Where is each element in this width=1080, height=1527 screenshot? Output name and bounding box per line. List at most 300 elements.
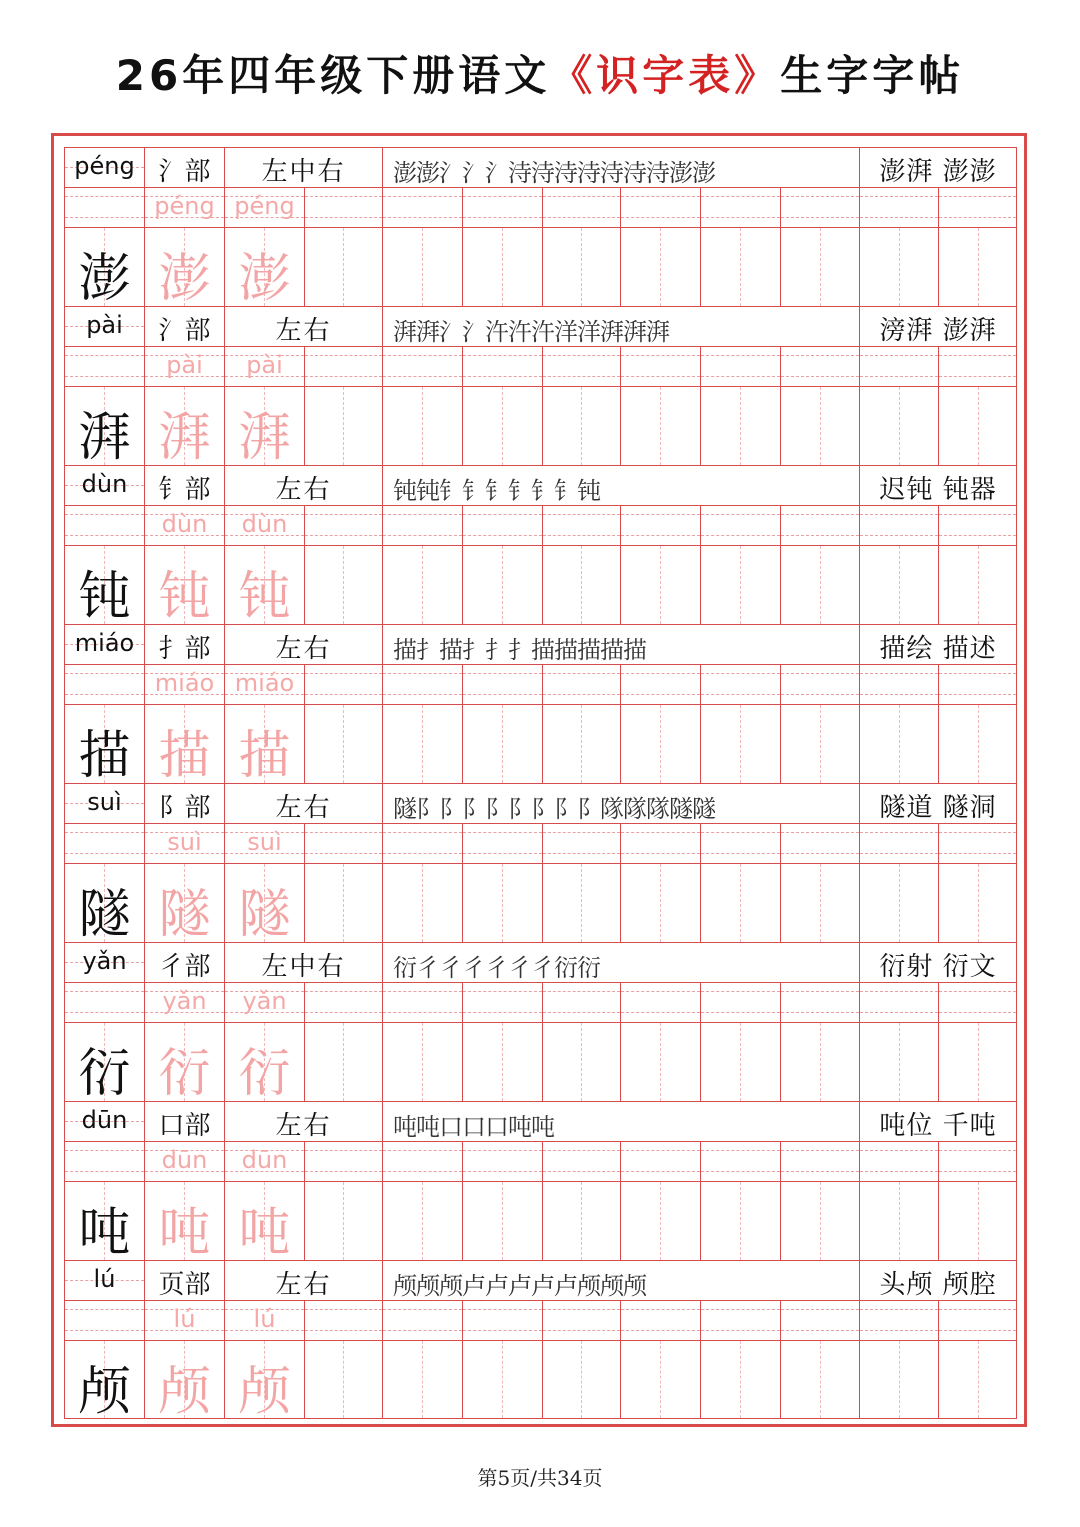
practice-cell <box>780 863 859 942</box>
trace-char-cell <box>144 386 224 468</box>
practice-cell <box>620 545 700 624</box>
structure-text: 左右 <box>275 1270 332 1300</box>
model-char-cell <box>64 227 144 309</box>
words-cell <box>859 306 1017 346</box>
pinyin-trace-text: dūn <box>241 1146 288 1174</box>
practice-cell <box>462 1340 542 1419</box>
stroke-order-text: 隧阝阝阝阝阝阝阝阝隊隊隊隧隧 <box>393 795 715 823</box>
pinyin-practice-cell <box>859 1300 938 1340</box>
practice-cell <box>462 704 542 783</box>
practice-cell <box>700 704 780 783</box>
model-char: 钝 <box>78 567 131 627</box>
pinyin-trace-text: lú <box>253 1305 276 1333</box>
trace-char-cell <box>224 1340 304 1422</box>
practice-cell <box>620 1022 700 1101</box>
practice-cell <box>462 386 542 465</box>
trace-char: 澎 <box>158 249 211 309</box>
words-cell <box>859 147 1017 187</box>
pinyin-trace-cell <box>144 1300 224 1340</box>
pinyin-practice-cell <box>700 187 780 227</box>
practice-cell <box>780 227 859 306</box>
pinyin-practice-cell <box>64 1141 144 1181</box>
radical-cell <box>144 783 224 823</box>
pinyin-trace-text: miáo <box>154 669 215 697</box>
pinyin-practice-cell <box>462 505 542 545</box>
practice-cell <box>304 1181 382 1260</box>
radical-cell <box>144 147 224 187</box>
radical-text: 钅部 <box>158 475 211 505</box>
trace-char-cell <box>144 1022 224 1104</box>
stroke-order-cell <box>382 1260 859 1300</box>
practice-cell <box>542 386 620 465</box>
pinyin-text: dūn <box>81 1106 128 1134</box>
structure-cell <box>224 942 382 982</box>
stroke-order-cell <box>382 783 859 823</box>
pinyin-practice-cell <box>938 823 1017 863</box>
char-row <box>64 147 1017 309</box>
pinyin-text: lú <box>93 1265 116 1293</box>
pinyin-trace-cell <box>224 1141 304 1181</box>
model-char-cell <box>64 1340 144 1422</box>
radical-cell <box>144 624 224 664</box>
trace-char-cell <box>144 227 224 309</box>
pinyin-trace-cell <box>144 187 224 227</box>
pinyin-trace-text: pài <box>166 351 203 379</box>
pinyin-text: yǎn <box>82 947 127 975</box>
pinyin-practice-cell <box>64 346 144 386</box>
model-char-cell <box>64 1022 144 1104</box>
pinyin-practice-cell <box>382 982 462 1022</box>
practice-cell <box>620 1181 700 1260</box>
model-char-cell <box>64 704 144 786</box>
practice-cell <box>700 386 780 465</box>
pinyin-practice-cell <box>780 664 859 704</box>
trace-char: 隧 <box>238 885 291 945</box>
pinyin-trace-cell <box>144 1141 224 1181</box>
pinyin-practice-cell <box>462 823 542 863</box>
pinyin-practice-cell <box>780 346 859 386</box>
practice-cell <box>859 704 938 783</box>
structure-cell <box>224 1260 382 1300</box>
practice-cell <box>780 704 859 783</box>
practice-cell <box>938 1340 1017 1419</box>
structure-text: 左右 <box>275 1111 332 1141</box>
model-char: 吨 <box>78 1203 131 1263</box>
practice-cell <box>859 1022 938 1101</box>
pinyin-practice-cell <box>620 346 700 386</box>
pinyin-practice-cell <box>542 1141 620 1181</box>
radical-text: 氵部 <box>158 316 211 346</box>
stroke-order-cell <box>382 1101 859 1141</box>
radical-text: 氵部 <box>158 157 211 187</box>
pinyin-practice-cell <box>938 346 1017 386</box>
words-cell <box>859 942 1017 982</box>
trace-char: 颅 <box>158 1362 211 1422</box>
practice-cell <box>542 227 620 306</box>
model-char: 隧 <box>78 885 131 945</box>
pinyin-practice-cell <box>938 982 1017 1022</box>
practice-cell <box>382 704 462 783</box>
trace-char-cell <box>224 1022 304 1104</box>
pinyin-practice-cell <box>542 982 620 1022</box>
page-number: 第5页/共34页 <box>477 1466 603 1490</box>
pinyin-practice-cell <box>542 1300 620 1340</box>
radical-text: 扌部 <box>158 634 211 664</box>
practice-cell <box>620 704 700 783</box>
title-suffix: 生字字帖 <box>780 51 965 100</box>
stroke-order-text: 湃湃氵氵汻汻汻洋洋湃湃湃 <box>393 318 669 346</box>
practice-cell <box>700 1181 780 1260</box>
practice-cell <box>462 1022 542 1101</box>
practice-cell <box>304 704 382 783</box>
pinyin-text: péng <box>74 152 135 180</box>
pinyin-practice-cell <box>542 664 620 704</box>
char-row <box>64 306 1017 468</box>
practice-cell <box>382 1340 462 1419</box>
practice-cell <box>382 386 462 465</box>
pinyin-practice-cell <box>382 823 462 863</box>
stroke-order-cell <box>382 147 859 187</box>
pinyin-practice-cell <box>700 1300 780 1340</box>
structure-cell <box>224 1101 382 1141</box>
pinyin-practice-cell <box>304 505 382 545</box>
pinyin-trace-text: dūn <box>161 1146 208 1174</box>
stroke-order-cell <box>382 306 859 346</box>
trace-char-cell <box>224 704 304 786</box>
pinyin-practice-cell <box>780 505 859 545</box>
pinyin-practice-cell <box>304 187 382 227</box>
pinyin-cell <box>64 783 144 823</box>
practice-cell <box>700 863 780 942</box>
pinyin-practice-cell <box>938 187 1017 227</box>
practice-cell <box>382 227 462 306</box>
model-char: 衍 <box>78 1044 131 1104</box>
model-char: 湃 <box>78 408 131 468</box>
trace-char: 衍 <box>158 1044 211 1104</box>
practice-cell <box>938 704 1017 783</box>
pinyin-practice-cell <box>382 187 462 227</box>
practice-cell <box>542 1340 620 1419</box>
practice-cell <box>620 1340 700 1419</box>
pinyin-practice-cell <box>304 982 382 1022</box>
practice-cell <box>542 704 620 783</box>
model-char-cell <box>64 1181 144 1263</box>
pinyin-practice-cell <box>620 982 700 1022</box>
pinyin-trace-cell <box>224 823 304 863</box>
structure-cell <box>224 306 382 346</box>
pinyin-practice-cell <box>304 1141 382 1181</box>
trace-char-cell <box>144 863 224 945</box>
trace-char-cell <box>224 545 304 627</box>
pinyin-text: dùn <box>81 470 128 498</box>
pinyin-practice-cell <box>542 187 620 227</box>
words-cell <box>859 465 1017 505</box>
practice-cell <box>382 1181 462 1260</box>
title-highlight: 《识字表》 <box>550 51 781 100</box>
pinyin-practice-cell <box>64 1300 144 1340</box>
model-char: 颅 <box>78 1362 131 1422</box>
pinyin-practice-cell <box>542 346 620 386</box>
words-text: 吨位 千吨 <box>879 1111 997 1141</box>
pinyin-practice-cell <box>382 664 462 704</box>
practice-cell <box>938 386 1017 465</box>
practice-cell <box>620 386 700 465</box>
practice-cell <box>462 1181 542 1260</box>
model-char-cell <box>64 545 144 627</box>
pinyin-practice-cell <box>64 823 144 863</box>
pinyin-cell <box>64 624 144 664</box>
pinyin-practice-cell <box>620 664 700 704</box>
pinyin-trace-cell <box>224 664 304 704</box>
words-text: 头颅 颅腔 <box>879 1270 997 1300</box>
trace-char: 澎 <box>238 249 291 309</box>
trace-char-cell <box>144 1181 224 1263</box>
practice-cell <box>542 1022 620 1101</box>
pinyin-practice-cell <box>542 505 620 545</box>
page-title <box>0 44 1080 108</box>
trace-char: 描 <box>238 726 291 786</box>
pinyin-trace-text: yǎn <box>242 987 287 1015</box>
trace-char: 钝 <box>238 567 291 627</box>
pinyin-practice-cell <box>859 823 938 863</box>
trace-char: 隧 <box>158 885 211 945</box>
trace-char-cell <box>144 545 224 627</box>
pinyin-text: pài <box>86 311 123 339</box>
radical-cell <box>144 942 224 982</box>
radical-text: 彳部 <box>158 952 211 982</box>
practice-cell <box>700 545 780 624</box>
pinyin-trace-cell <box>224 982 304 1022</box>
structure-cell <box>224 147 382 187</box>
stroke-order-cell <box>382 624 859 664</box>
trace-char: 湃 <box>238 408 291 468</box>
trace-char: 钝 <box>158 567 211 627</box>
pinyin-practice-cell <box>382 1300 462 1340</box>
practice-cell <box>859 386 938 465</box>
practice-cell <box>462 227 542 306</box>
pinyin-practice-cell <box>462 982 542 1022</box>
practice-cell <box>780 1022 859 1101</box>
pinyin-practice-cell <box>780 1300 859 1340</box>
pinyin-trace-text: yǎn <box>162 987 207 1015</box>
pinyin-trace-text: suì <box>167 828 202 856</box>
practice-cell <box>780 1181 859 1260</box>
pinyin-practice-cell <box>780 982 859 1022</box>
pinyin-practice-cell <box>859 346 938 386</box>
practice-cell <box>780 545 859 624</box>
pinyin-trace-text: dùn <box>241 510 288 538</box>
structure-text: 左右 <box>275 475 332 505</box>
practice-cell <box>859 545 938 624</box>
pinyin-practice-cell <box>462 1300 542 1340</box>
pinyin-practice-cell <box>859 982 938 1022</box>
pinyin-practice-cell <box>64 505 144 545</box>
model-char-cell <box>64 386 144 468</box>
radical-text: 阝部 <box>158 793 211 823</box>
practice-cell <box>859 1181 938 1260</box>
practice-cell <box>304 227 382 306</box>
structure-cell <box>224 465 382 505</box>
pinyin-practice-cell <box>859 187 938 227</box>
pinyin-trace-cell <box>224 187 304 227</box>
radical-cell <box>144 306 224 346</box>
words-text: 衍射 衍文 <box>879 952 997 982</box>
stroke-order-text: 衍彳彳彳彳彳彳衍衍 <box>393 954 600 982</box>
model-char: 描 <box>78 726 131 786</box>
pinyin-practice-cell <box>700 982 780 1022</box>
practice-cell <box>304 386 382 465</box>
practice-cell <box>542 545 620 624</box>
practice-cell <box>382 545 462 624</box>
pinyin-practice-cell <box>462 1141 542 1181</box>
practice-cell <box>859 1340 938 1419</box>
pinyin-practice-cell <box>304 823 382 863</box>
stroke-order-text: 描扌描扌扌扌描描描描描 <box>393 636 646 664</box>
pinyin-practice-cell <box>859 664 938 704</box>
char-row <box>64 942 1017 1104</box>
trace-char-cell <box>144 704 224 786</box>
pinyin-text: suì <box>87 788 122 816</box>
words-text: 描绘 描述 <box>879 634 997 664</box>
pinyin-practice-cell <box>64 664 144 704</box>
structure-text: 左右 <box>275 793 332 823</box>
pinyin-cell <box>64 147 144 187</box>
pinyin-trace-cell <box>144 823 224 863</box>
words-cell <box>859 1260 1017 1300</box>
pinyin-practice-cell <box>938 664 1017 704</box>
practice-cell <box>938 863 1017 942</box>
trace-char-cell <box>144 1340 224 1422</box>
pinyin-trace-cell <box>224 1300 304 1340</box>
trace-char: 湃 <box>158 408 211 468</box>
practice-cell <box>304 545 382 624</box>
pinyin-trace-text: lú <box>173 1305 196 1333</box>
pinyin-cell <box>64 306 144 346</box>
structure-text: 左中右 <box>261 157 346 187</box>
practice-cell <box>938 1022 1017 1101</box>
radical-text: 口部 <box>158 1111 211 1141</box>
structure-text: 左右 <box>275 316 332 346</box>
trace-char-cell <box>224 227 304 309</box>
practice-cell <box>938 1181 1017 1260</box>
trace-char-cell <box>224 1181 304 1263</box>
practice-cell <box>780 1340 859 1419</box>
pinyin-practice-cell <box>938 1300 1017 1340</box>
structure-cell <box>224 783 382 823</box>
practice-cell <box>304 863 382 942</box>
practice-cell <box>304 1022 382 1101</box>
pinyin-trace-text: pài <box>246 351 283 379</box>
stroke-order-text: 钝钝钅钅钅钅钅钅钝 <box>393 477 600 505</box>
trace-char: 吨 <box>238 1203 291 1263</box>
stroke-order-text: 颅颅颅卢卢卢卢卢颅颅颅 <box>393 1272 646 1300</box>
pinyin-practice-cell <box>620 1141 700 1181</box>
practice-cell <box>938 545 1017 624</box>
trace-char-cell <box>224 863 304 945</box>
radical-cell <box>144 465 224 505</box>
radical-cell <box>144 1260 224 1300</box>
pinyin-practice-cell <box>620 187 700 227</box>
pinyin-practice-cell <box>304 1300 382 1340</box>
practice-cell <box>542 863 620 942</box>
pinyin-practice-cell <box>620 1300 700 1340</box>
words-text: 迟钝 钝器 <box>879 475 997 505</box>
words-text: 澎湃 澎澎 <box>879 157 997 187</box>
pinyin-practice-cell <box>938 505 1017 545</box>
practice-cell <box>780 386 859 465</box>
practice-cell <box>382 863 462 942</box>
structure-text: 左中右 <box>261 952 346 982</box>
pinyin-practice-cell <box>462 346 542 386</box>
model-char-cell <box>64 863 144 945</box>
radical-cell <box>144 1101 224 1141</box>
model-char: 澎 <box>78 249 131 309</box>
pinyin-practice-cell <box>304 346 382 386</box>
char-row <box>64 1260 1017 1422</box>
pinyin-practice-cell <box>938 1141 1017 1181</box>
pinyin-practice-cell <box>304 664 382 704</box>
pinyin-text: miáo <box>74 629 135 657</box>
practice-cell <box>700 1340 780 1419</box>
words-cell <box>859 783 1017 823</box>
pinyin-trace-text: péng <box>234 192 295 220</box>
pinyin-cell <box>64 942 144 982</box>
pinyin-practice-cell <box>382 1141 462 1181</box>
stroke-order-text: 澎澎氵氵氵洔洔洔洔洔洔洔澎澎 <box>393 159 715 187</box>
pinyin-practice-cell <box>700 664 780 704</box>
pinyin-practice-cell <box>462 187 542 227</box>
pinyin-trace-text: miáo <box>234 669 295 697</box>
words-cell <box>859 1101 1017 1141</box>
pinyin-trace-text: suì <box>247 828 282 856</box>
pinyin-practice-cell <box>859 505 938 545</box>
trace-char: 吨 <box>158 1203 211 1263</box>
practice-cell <box>620 227 700 306</box>
stroke-order-text: 吨吨口口口吨吨 <box>393 1113 554 1141</box>
practice-cell <box>938 227 1017 306</box>
words-text: 隧道 隧洞 <box>879 793 997 823</box>
pinyin-practice-cell <box>542 823 620 863</box>
pinyin-practice-cell <box>64 187 144 227</box>
pinyin-trace-cell <box>224 505 304 545</box>
pinyin-practice-cell <box>700 823 780 863</box>
pinyin-trace-cell <box>144 982 224 1022</box>
practice-cell <box>859 863 938 942</box>
pinyin-practice-cell <box>382 505 462 545</box>
trace-char: 颅 <box>238 1362 291 1422</box>
trace-char: 描 <box>158 726 211 786</box>
words-text: 滂湃 澎湃 <box>879 316 997 346</box>
pinyin-practice-cell <box>382 346 462 386</box>
char-row <box>64 624 1017 786</box>
practice-cell <box>462 863 542 942</box>
pinyin-practice-cell <box>64 982 144 1022</box>
pinyin-practice-cell <box>620 505 700 545</box>
pinyin-trace-cell <box>224 346 304 386</box>
practice-cell <box>859 227 938 306</box>
practice-cell <box>382 1022 462 1101</box>
pinyin-trace-cell <box>144 664 224 704</box>
pinyin-practice-cell <box>620 823 700 863</box>
practice-cell <box>304 1340 382 1419</box>
pinyin-trace-cell <box>144 346 224 386</box>
structure-cell <box>224 624 382 664</box>
practice-cell <box>700 1022 780 1101</box>
pinyin-trace-text: dùn <box>161 510 208 538</box>
pinyin-cell <box>64 1260 144 1300</box>
stroke-order-cell <box>382 465 859 505</box>
practice-cell <box>542 1181 620 1260</box>
